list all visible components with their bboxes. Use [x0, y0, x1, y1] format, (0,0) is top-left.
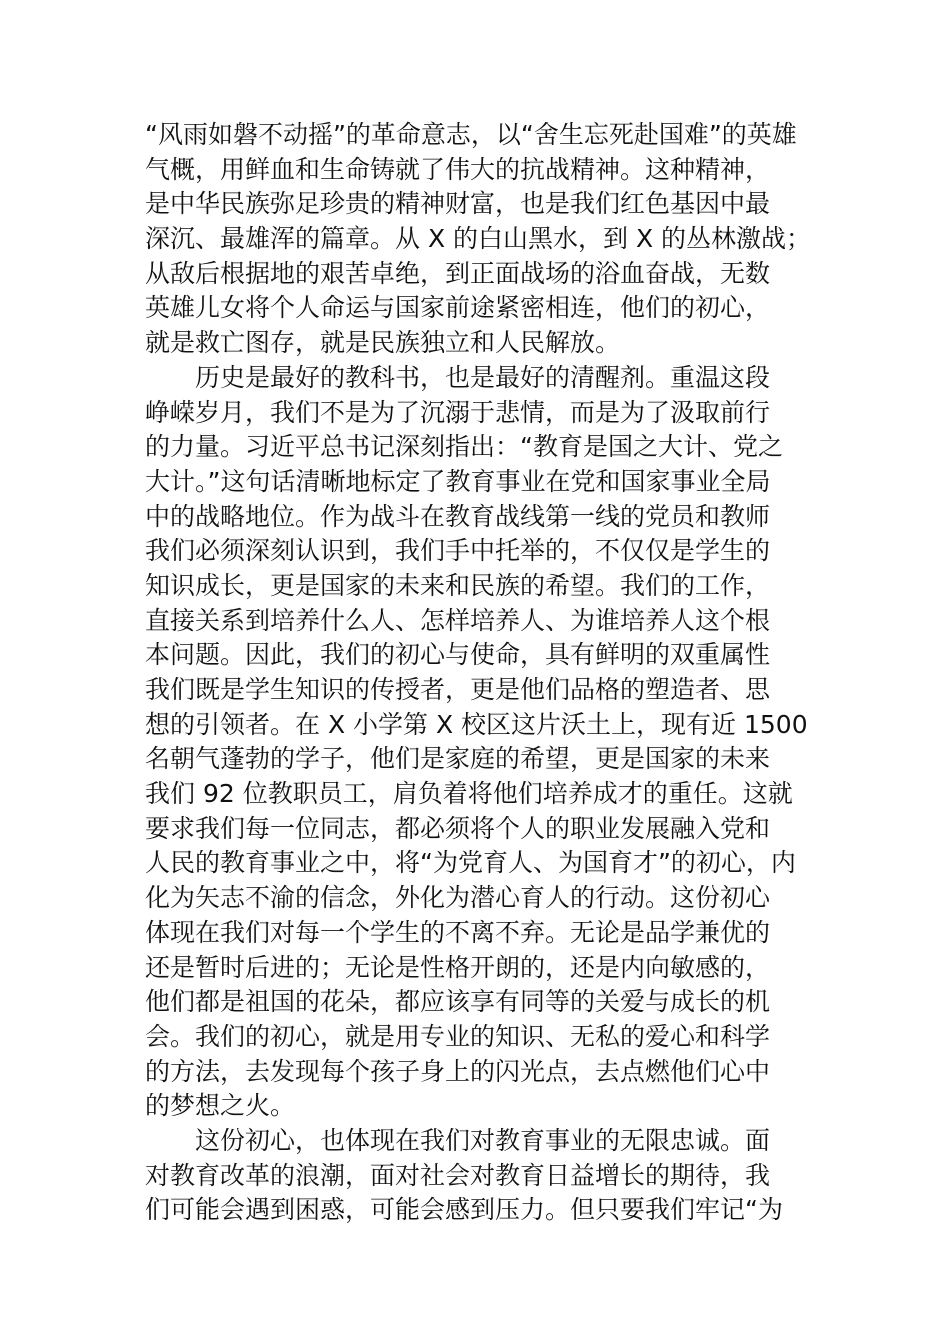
text-line: 我们 92 位教职员工，肩负着将他们培养成才的重任。这就: [145, 779, 793, 809]
text-line: 直接关系到培养什么人、怎样培养人、为谁培养人这个根: [145, 605, 771, 635]
text-line: “风雨如磐不动摇”的革命意志，以“舍生忘死赴国难”的英雄: [145, 120, 797, 149]
text-line: 还是暂时后进的；无论是性格开朗的，还是内向敏感的，: [145, 952, 771, 982]
text-line: 我们既是学生知识的传授者，更是他们品格的塑造者、思: [145, 675, 771, 704]
text-line: 会。我们的初心，就是用专业的知识、无私的爱心和科学: [145, 1021, 771, 1051]
text-line: 峥嵘岁月，我们不是为了沉溺于悲情，而是为了汲取前行: [145, 397, 771, 427]
text-line: 的方法，去发现每个孩子身上的闪光点，去点燃他们心中: [145, 1056, 771, 1086]
text-line: 就是救亡图存，就是民族独立和人民解放。: [145, 328, 621, 358]
body-text: [145, 118, 810, 1228]
text-line: 要求我们每一位同志，都必须将个人的职业发展融入党和: [145, 813, 771, 843]
text-line: 大计。”这句话清晰地标定了教育事业在党和国家事业全局: [145, 466, 771, 496]
text-line: 体现在我们对每一个学生的不离不弃。无论是品学兼优的: [145, 917, 771, 947]
text-line: 们可能会遇到困惑，可能会感到压力。但只要我们牢记“为: [145, 1195, 783, 1225]
text-line: 我们必须深刻认识到，我们手中托举的，不仅仅是学生的: [145, 536, 771, 566]
text-line: 中的战略地位。作为战斗在教育战线第一线的党员和教师: [145, 501, 771, 531]
text-line: 名朝气蓬勃的学子，他们是家庭的希望，更是国家的未来: [145, 744, 771, 774]
text-line: 知识成长，更是国家的未来和民族的希望。我们的工作，: [145, 570, 771, 600]
text-line: 本问题。因此，我们的初心与使命，具有鲜明的双重属性: [145, 640, 771, 670]
text-line: 的力量。习近平总书记深刻指出：“教育是国之大计、党之: [145, 432, 783, 462]
text-line: 深沉、最雄浑的篇章。从 X 的白山黑水，到 X 的丛林激战；: [145, 224, 812, 254]
paragraph-first-line: 历史是最好的教科书，也是最好的清醒剂。重温这段: [195, 362, 771, 392]
text-line: 英雄儿女将个人命运与国家前途紧密相连，他们的初心，: [145, 293, 771, 323]
text-line: 化为矢志不渝的信念，外化为潜心育人的行动。这份初心: [145, 883, 771, 913]
text-line: 人民的教育事业之中，将“为党育人、为国育才”的初心，内: [145, 848, 796, 878]
text-line: 他们都是祖国的花朵，都应该享有同等的关爱与成长的机: [145, 987, 771, 1017]
text-line: 对教育改革的浪潮，面对社会对教育日益增长的期待，我: [145, 1160, 771, 1190]
text-line: 从敌后根据地的艰苦卓绝，到正面战场的浴血奋战，无数: [145, 258, 771, 288]
text-line: 气概，用鲜血和生命铸就了伟大的抗战精神。这种精神，: [145, 154, 771, 184]
text-line: 的梦想之火。: [145, 1091, 296, 1121]
paragraph-first-line: 这份初心，也体现在我们对教育事业的无限忠诚。面: [195, 1125, 771, 1155]
text-line: 是中华民族弥足珍贵的精神财富，也是我们红色基因中最: [145, 189, 771, 219]
text-line: 想的引领者。在 X 小学第 X 校区这片沃土上，现有近 1500: [145, 709, 808, 739]
